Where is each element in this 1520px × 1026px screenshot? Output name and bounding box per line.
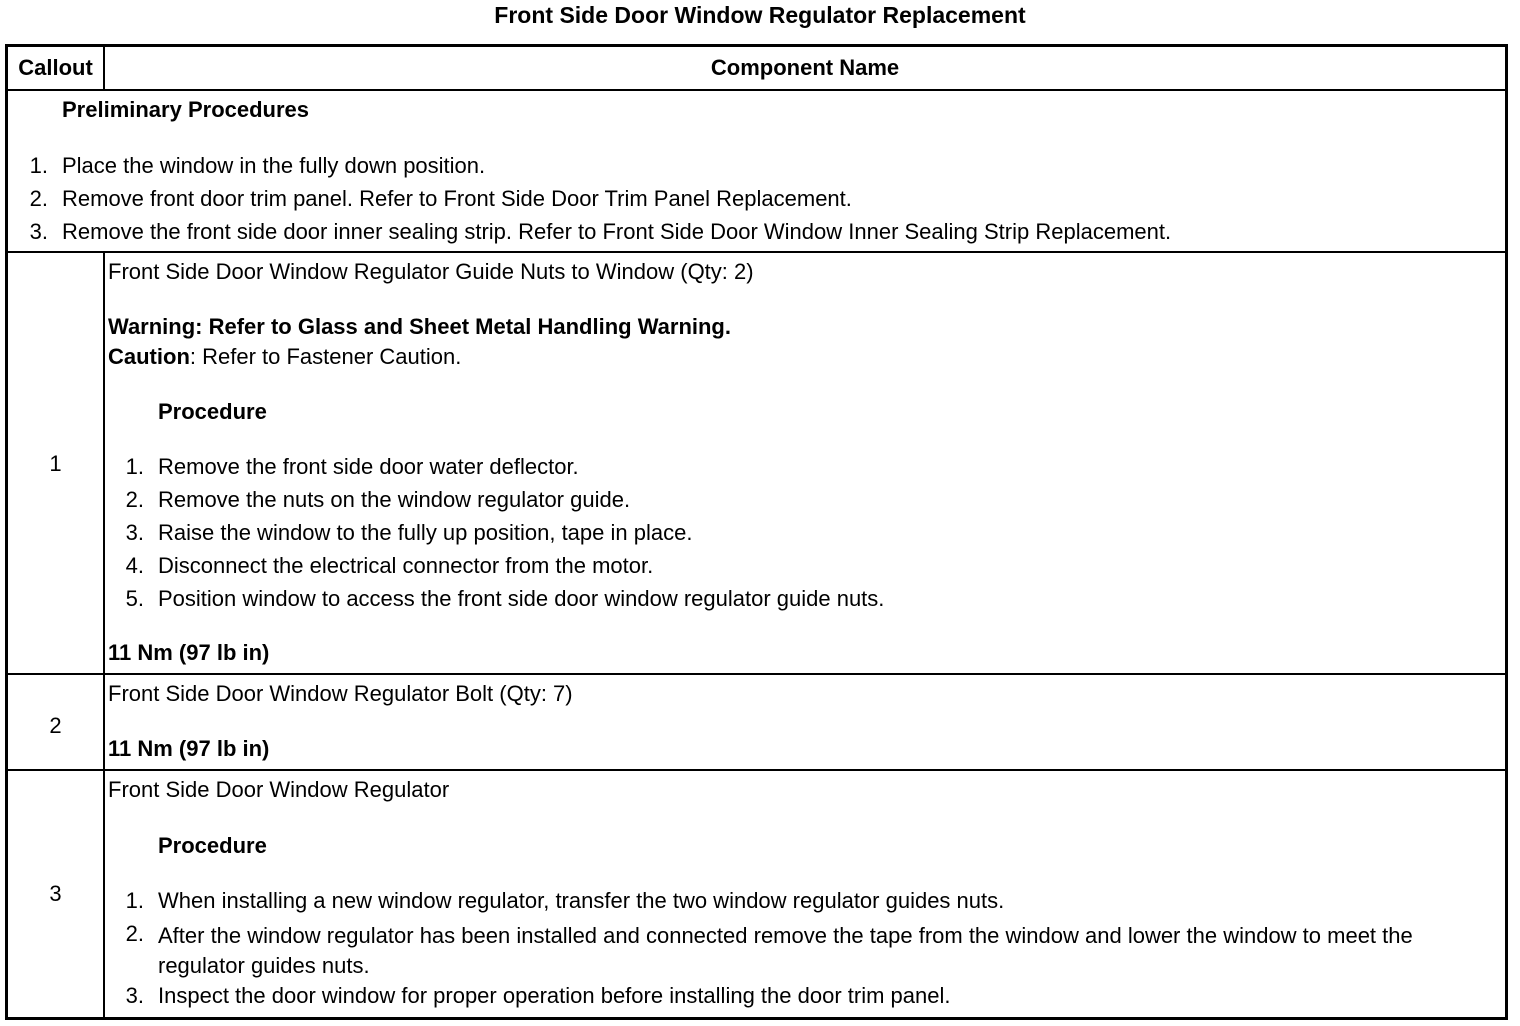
step-number: 2. xyxy=(125,487,144,512)
procedure-heading: Procedure xyxy=(158,399,267,424)
preliminary-step: Remove the front side door inner sealing strip. Refer to Front Side Door Window Inner Sealing Strip Replacement. xyxy=(62,219,1172,244)
step-number: 2. xyxy=(125,921,144,946)
preliminary-step: Place the window in the fully down position. xyxy=(62,153,486,178)
component-name-column-header: Component Name xyxy=(710,55,900,80)
column-divider xyxy=(103,47,105,89)
warning-text: Warning: Refer to Glass and Sheet Metal Handling Warning. xyxy=(108,314,731,339)
step-number: 4. xyxy=(125,553,144,578)
table-row xyxy=(8,251,1505,675)
components-table xyxy=(5,44,1508,1020)
procedure-step: Position window to access the front side door window regulator guide nuts. xyxy=(158,586,885,611)
step-number: 3. xyxy=(125,520,144,545)
table-row xyxy=(8,673,1505,771)
page-title: Front Side Door Window Regulator Replacement xyxy=(494,2,1026,28)
procedure-heading: Procedure xyxy=(158,833,267,858)
procedure-step: Remove the nuts on the window regulator guide. xyxy=(158,487,631,512)
table-header-row xyxy=(8,47,1505,89)
callout-number: 2 xyxy=(49,713,62,738)
torque-spec: 11 Nm (97 lb in) xyxy=(108,640,270,665)
callout-column-header: Callout xyxy=(18,55,93,80)
step-number: 1. xyxy=(125,888,144,913)
caution-label: Caution xyxy=(108,344,190,369)
caution-line xyxy=(108,344,461,370)
step-number: 2. xyxy=(29,186,48,211)
procedure-step: After the window regulator has been installed and connected remove the tape from the window and lower the window to meet the regulator guides nuts. xyxy=(158,923,1413,978)
procedure-step: When installing a new window regulator, transfer the two window regulator guides nuts. xyxy=(158,888,1005,913)
preliminary-step: Remove front door trim panel. Refer to Front Side Door Trim Panel Replacement. xyxy=(62,186,852,211)
preliminary-row xyxy=(8,89,1505,253)
procedure-step: Disconnect the electrical connector from the motor. xyxy=(158,553,654,578)
caution-text: : Refer to Fastener Caution. xyxy=(189,344,462,369)
step-number: 3. xyxy=(125,983,144,1008)
step-number: 5. xyxy=(125,586,144,611)
callout-number: 3 xyxy=(49,881,62,906)
torque-spec: 11 Nm (97 lb in) xyxy=(108,736,270,761)
component-name: Front Side Door Window Regulator xyxy=(108,777,450,802)
component-name: Front Side Door Window Regulator Bolt (Qty: 7) xyxy=(108,681,573,706)
procedure-step: Remove the front side door water deflector. xyxy=(158,454,579,479)
procedure-step: Raise the window to the fully up position, tape in place. xyxy=(158,520,693,545)
column-divider xyxy=(103,253,105,1020)
table-row xyxy=(8,769,1505,1022)
callout-number: 1 xyxy=(49,451,62,476)
procedure-step: Inspect the door window for proper operation before installing the door trim panel. xyxy=(158,983,951,1008)
step-number: 1. xyxy=(125,454,144,479)
component-name: Front Side Door Window Regulator Guide Nuts to Window (Qty: 2) xyxy=(108,259,754,284)
step-number: 1. xyxy=(29,153,48,178)
preliminary-heading: Preliminary Procedures xyxy=(62,97,310,122)
step-number: 3. xyxy=(29,219,48,244)
